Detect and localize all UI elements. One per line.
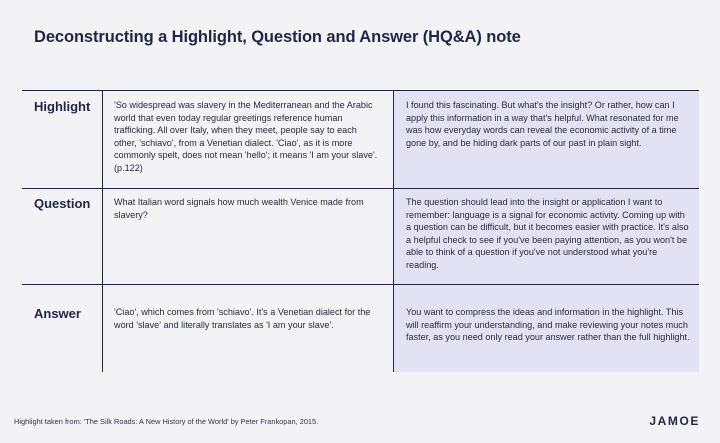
column-divider xyxy=(102,91,103,372)
answer-explanation: You want to compress the ideas and information in the highlight. This will reaffirm your understanding, and make reviewing your notes much faster, as you need only read your answer rather than the full highlight. xyxy=(406,307,690,343)
brand-logo: JAMOE xyxy=(649,414,700,428)
row-divider xyxy=(22,284,699,285)
row-label-answer: Answer xyxy=(34,306,81,321)
question-content: What Italian word signals how much wealth Venice made from slavery? xyxy=(114,197,364,220)
page-title: Deconstructing a Highlight, Question and Answer (HQ&A) note xyxy=(34,28,521,46)
hqa-table xyxy=(22,90,699,372)
row-label-highlight: Highlight xyxy=(34,99,91,114)
column-divider xyxy=(393,91,394,372)
source-citation: Highlight taken from: 'The Silk Roads: A New History of the World' by Peter Frankopan, 2015. xyxy=(14,417,319,426)
highlight-content: 'So widespread was slavery in the Mediterranean and the Arabic world that even today regular greetings reference human trafficking. All over Italy, when they meet, people say to each other, 'schiavo', from a Venetian dialect. 'Ciao', as it is more commonly spelt, does not mean 'hello'; it means 'I am your slave'. (p.122) xyxy=(114,100,378,173)
question-explanation: The question should lead into the insight or application I want to remember: language is a signal for economic activity. Coming up with a question can be difficult, but it becomes easier with practice. It's also a helpful check to see if you've been paying attention, as you won't be able to think of a question if you've not understood what you're reading. xyxy=(406,197,689,270)
row-label-question: Question xyxy=(34,196,91,211)
answer-content: 'Ciao', which comes from 'schiavo'. It's a Venetian dialect for the word 'slave' and literally translates as 'I am your slave'. xyxy=(114,307,371,330)
row-divider xyxy=(22,188,699,189)
highlight-explanation: I found this fascinating. But what's the insight? Or rather, how can I apply this information in a way that's helpful. What resonated for me was how everyday words can reveal the economic activity of a time gone by, and be hiding dark parts of our past in plain sight. xyxy=(406,100,679,148)
